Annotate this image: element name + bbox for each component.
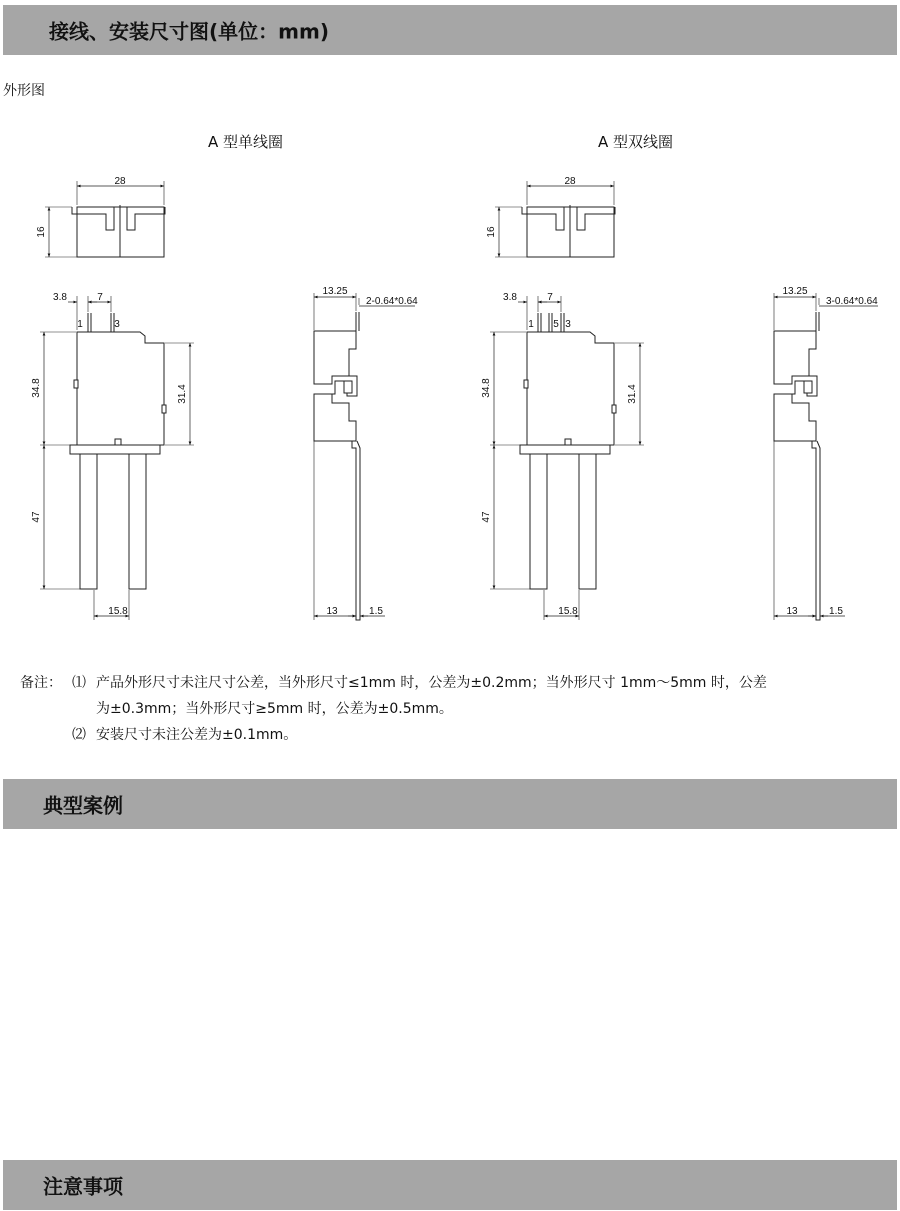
- double-pin-label-1: 1: [528, 319, 534, 330]
- section-header-cautions: [3, 1160, 897, 1210]
- double-dim-side-top: 13.25: [782, 286, 808, 297]
- double-side-view: [774, 293, 878, 620]
- double-pin-label-5: 5: [553, 319, 559, 330]
- double-dim-body-height: 34.8: [481, 378, 492, 398]
- double-top-view: [495, 181, 615, 257]
- double-dim-height-top: 16: [486, 226, 497, 238]
- double-dim-pin-offset: 3.8: [503, 292, 517, 303]
- note-1-text-line-1: 产品外形尺寸未注尺寸公差，当外形尺寸≤1mm 时，公差为±0.2mm；当外形尺寸 1mm～5mm 时，公差: [96, 675, 767, 691]
- single-dim-pin-size: 2-0.64*0.64: [366, 296, 418, 307]
- section-title-cautions: 注意事项: [43, 1174, 123, 1199]
- drawing-title-single: A 型单线圈: [208, 133, 284, 151]
- notes-prefix: 备注：: [20, 675, 62, 691]
- double-dim-side-base: 13: [786, 606, 798, 617]
- section-title-wiring: 接线、安装尺寸图(单位：mm): [49, 19, 329, 44]
- single-dim-side-top: 13.25: [322, 286, 348, 297]
- section-header-wiring: [3, 5, 897, 55]
- dimension-drawing: [0, 160, 900, 630]
- double-dim-terminal-len: 47: [481, 511, 492, 523]
- note-2-number: ⑵: [72, 727, 86, 743]
- note-1-text-line-2: 为±0.3mm；当外形尺寸≥5mm 时，公差为±0.5mm。: [96, 701, 453, 717]
- double-pin-label-3: 3: [565, 319, 571, 330]
- single-dim-side-base: 13: [326, 606, 338, 617]
- single-dim-body-right: 31.4: [177, 384, 188, 404]
- note-2-text: 安装尺寸未注公差为±0.1mm。: [96, 727, 298, 743]
- single-dim-body-height: 34.8: [31, 378, 42, 398]
- single-dim-width-top: 28: [114, 176, 126, 187]
- double-dim-side-thk: 1.5: [829, 606, 843, 617]
- single-dim-pin-pitch: 7: [97, 292, 103, 303]
- single-front-view: [40, 296, 194, 620]
- single-top-view: [45, 181, 165, 257]
- section-title-cases: 典型案例: [43, 793, 123, 818]
- double-coil-drawing: [490, 181, 878, 620]
- double-dim-body-right: 31.4: [627, 384, 638, 404]
- section-header-cases: [3, 779, 897, 829]
- single-side-view: [314, 293, 415, 620]
- notes-block: [20, 670, 900, 748]
- double-dim-pin-pitch: 7: [547, 292, 553, 303]
- note-1-number: ⑴: [72, 675, 86, 691]
- note-1-line-2: [20, 696, 900, 722]
- note-2-line: [20, 722, 900, 748]
- single-dim-height-top: 16: [36, 226, 47, 238]
- double-dim-width-top: 28: [564, 176, 576, 187]
- drawing-title-double: A 型双线圈: [598, 133, 674, 151]
- note-1-line-1: [20, 670, 900, 696]
- single-dim-terminal-len: 47: [31, 511, 42, 523]
- single-dim-terminal-span: 15.8: [108, 606, 128, 617]
- single-dim-side-thk: 1.5: [369, 606, 383, 617]
- double-dim-pin-size: 3-0.64*0.64: [826, 296, 878, 307]
- double-front-view: [490, 296, 644, 620]
- single-dim-pin-offset: 3.8: [53, 292, 67, 303]
- single-coil-drawing: [40, 181, 415, 620]
- double-dim-terminal-span: 15.8: [558, 606, 578, 617]
- outline-heading: 外形图: [3, 83, 45, 99]
- single-pin-label-1: 1: [77, 319, 83, 330]
- single-pin-label-3: 3: [114, 319, 120, 330]
